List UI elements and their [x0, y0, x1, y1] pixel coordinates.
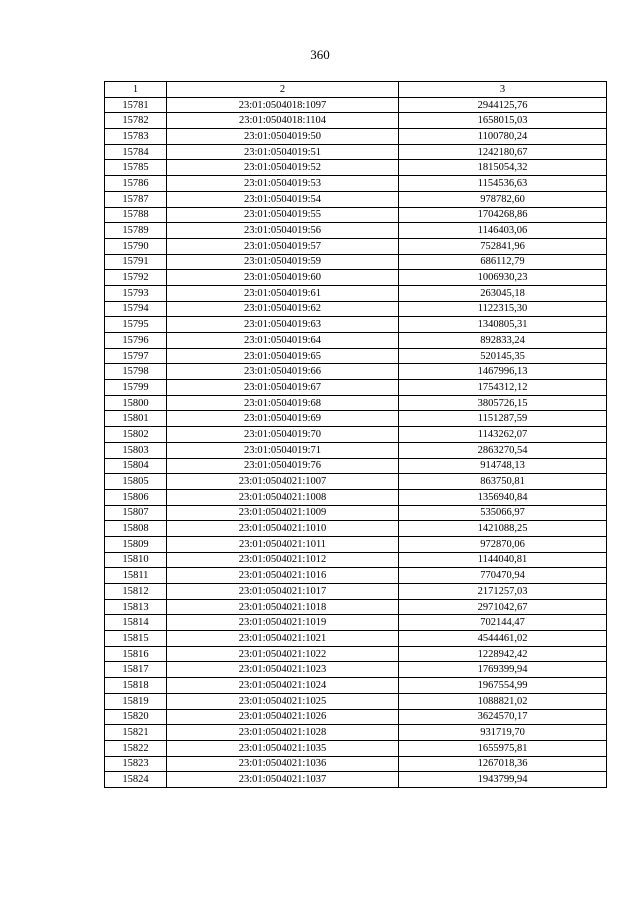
- page-number: 360: [310, 47, 330, 62]
- table-row: [105, 427, 607, 443]
- table-row: [105, 97, 607, 113]
- row-number-cell: 15818: [105, 678, 167, 694]
- row-number-cell: 15796: [105, 333, 167, 349]
- table-row: [105, 270, 607, 286]
- cadastral-number-cell: 23:01:0504019:63: [167, 317, 399, 333]
- row-number-cell: 15800: [105, 395, 167, 411]
- cadastral-number-cell: 23:01:0504019:65: [167, 348, 399, 364]
- table-row: [105, 333, 607, 349]
- cadastral-number-cell: 23:01:0504021:1009: [167, 505, 399, 521]
- value-cell: 770470,94: [399, 568, 607, 584]
- cadastral-number-cell: 23:01:0504019:66: [167, 364, 399, 380]
- row-number-cell: 15816: [105, 646, 167, 662]
- cadastral-number-cell: 23:01:0504021:1011: [167, 536, 399, 552]
- row-number-cell: 15799: [105, 380, 167, 396]
- row-number-cell: 15801: [105, 411, 167, 427]
- value-cell: 1267018,36: [399, 756, 607, 772]
- value-cell: 1943799,94: [399, 772, 607, 788]
- table-row: [105, 740, 607, 756]
- value-cell: 1340805,31: [399, 317, 607, 333]
- row-number-cell: 15784: [105, 144, 167, 160]
- value-cell: 1704268,86: [399, 207, 607, 223]
- row-number-cell: 15824: [105, 772, 167, 788]
- column-header-2: 2: [167, 82, 399, 98]
- row-number-cell: 15798: [105, 364, 167, 380]
- value-cell: 892833,24: [399, 333, 607, 349]
- table-row: [105, 521, 607, 537]
- row-number-cell: 15794: [105, 301, 167, 317]
- row-number-cell: 15781: [105, 97, 167, 113]
- cadastral-number-cell: 23:01:0504019:62: [167, 301, 399, 317]
- row-number-cell: 15821: [105, 725, 167, 741]
- table-row: [105, 364, 607, 380]
- cadastral-number-cell: 23:01:0504019:68: [167, 395, 399, 411]
- value-cell: 686112,79: [399, 254, 607, 270]
- row-number-cell: 15814: [105, 615, 167, 631]
- cadastral-number-cell: 23:01:0504021:1036: [167, 756, 399, 772]
- cadastral-number-cell: 23:01:0504019:70: [167, 427, 399, 443]
- table-row: [105, 223, 607, 239]
- row-number-cell: 15819: [105, 693, 167, 709]
- table-row: [105, 129, 607, 145]
- cadastral-number-cell: 23:01:0504021:1018: [167, 599, 399, 615]
- value-cell: 1151287,59: [399, 411, 607, 427]
- row-number-cell: 15806: [105, 489, 167, 505]
- cadastral-number-cell: 23:01:0504019:50: [167, 129, 399, 145]
- table-row: [105, 615, 607, 631]
- cadastral-number-cell: 23:01:0504019:64: [167, 333, 399, 349]
- table-row: [105, 458, 607, 474]
- row-number-cell: 15795: [105, 317, 167, 333]
- table-row: [105, 113, 607, 129]
- cadastral-number-cell: 23:01:0504021:1028: [167, 725, 399, 741]
- row-number-cell: 15822: [105, 740, 167, 756]
- value-cell: 535066,97: [399, 505, 607, 521]
- value-cell: 2863270,54: [399, 442, 607, 458]
- value-cell: 1228942,42: [399, 646, 607, 662]
- value-cell: 1467996,13: [399, 364, 607, 380]
- row-number-cell: 15792: [105, 270, 167, 286]
- cadastral-number-cell: 23:01:0504019:59: [167, 254, 399, 270]
- column-header-1: 1: [105, 82, 167, 98]
- table-body: [105, 97, 607, 787]
- row-number-cell: 15783: [105, 129, 167, 145]
- value-cell: 1242180,67: [399, 144, 607, 160]
- cadastral-number-cell: 23:01:0504019:53: [167, 176, 399, 192]
- cadastral-number-cell: 23:01:0504021:1010: [167, 521, 399, 537]
- cadastral-number-cell: 23:01:0504021:1025: [167, 693, 399, 709]
- cadastral-number-cell: 23:01:0504021:1021: [167, 631, 399, 647]
- table-row: [105, 285, 607, 301]
- table-row: [105, 160, 607, 176]
- value-cell: 1769399,94: [399, 662, 607, 678]
- table-row: [105, 678, 607, 694]
- value-cell: 1122315,30: [399, 301, 607, 317]
- value-cell: 1655975,81: [399, 740, 607, 756]
- cadastral-number-cell: 23:01:0504019:55: [167, 207, 399, 223]
- value-cell: 520145,35: [399, 348, 607, 364]
- value-cell: 702144,47: [399, 615, 607, 631]
- row-number-cell: 15810: [105, 552, 167, 568]
- table-row: [105, 693, 607, 709]
- value-cell: 914748,13: [399, 458, 607, 474]
- table-row: [105, 238, 607, 254]
- row-number-cell: 15782: [105, 113, 167, 129]
- table-row: [105, 317, 607, 333]
- value-cell: 1143262,07: [399, 427, 607, 443]
- cadastral-number-cell: 23:01:0504019:71: [167, 442, 399, 458]
- table-row: [105, 662, 607, 678]
- row-number-cell: 15817: [105, 662, 167, 678]
- value-cell: 1421088,25: [399, 521, 607, 537]
- value-cell: 4544461,02: [399, 631, 607, 647]
- table-row: [105, 348, 607, 364]
- value-cell: 1154536,63: [399, 176, 607, 192]
- value-cell: 1006930,23: [399, 270, 607, 286]
- value-cell: 1356940,84: [399, 489, 607, 505]
- row-number-cell: 15793: [105, 285, 167, 301]
- table-row: [105, 191, 607, 207]
- table-row: [105, 176, 607, 192]
- row-number-cell: 15790: [105, 238, 167, 254]
- row-number-cell: 15808: [105, 521, 167, 537]
- value-cell: 3805726,15: [399, 395, 607, 411]
- table-row: [105, 646, 607, 662]
- table-row: [105, 301, 607, 317]
- cadastral-number-cell: 23:01:0504021:1022: [167, 646, 399, 662]
- value-cell: 1088821,02: [399, 693, 607, 709]
- cadastral-number-cell: 23:01:0504021:1024: [167, 678, 399, 694]
- cadastral-number-cell: 23:01:0504021:1016: [167, 568, 399, 584]
- cadastral-number-cell: 23:01:0504019:51: [167, 144, 399, 160]
- row-number-cell: 15804: [105, 458, 167, 474]
- value-cell: 2971042,67: [399, 599, 607, 615]
- cadastral-number-cell: 23:01:0504019:69: [167, 411, 399, 427]
- row-number-cell: 15789: [105, 223, 167, 239]
- cadastral-number-cell: 23:01:0504019:54: [167, 191, 399, 207]
- table-row: [105, 756, 607, 772]
- row-number-cell: 15813: [105, 599, 167, 615]
- cadastral-number-cell: 23:01:0504021:1023: [167, 662, 399, 678]
- row-number-cell: 15788: [105, 207, 167, 223]
- value-cell: 1967554,99: [399, 678, 607, 694]
- cadastral-number-cell: 23:01:0504021:1007: [167, 474, 399, 490]
- cadastral-number-cell: 23:01:0504021:1037: [167, 772, 399, 788]
- cadastral-number-cell: 23:01:0504019:57: [167, 238, 399, 254]
- cadastral-number-cell: 23:01:0504021:1008: [167, 489, 399, 505]
- table-row: [105, 442, 607, 458]
- row-number-cell: 15802: [105, 427, 167, 443]
- value-cell: 1754312,12: [399, 380, 607, 396]
- cadastral-number-cell: 23:01:0504018:1097: [167, 97, 399, 113]
- cadastral-number-cell: 23:01:0504019:61: [167, 285, 399, 301]
- table-row: [105, 489, 607, 505]
- table-row: [105, 380, 607, 396]
- table-row: [105, 599, 607, 615]
- table-row: [105, 772, 607, 788]
- value-cell: 978782,60: [399, 191, 607, 207]
- row-number-cell: 15812: [105, 584, 167, 600]
- row-number-cell: 15815: [105, 631, 167, 647]
- table-row: [105, 584, 607, 600]
- table-row: [105, 254, 607, 270]
- value-cell: 1146403,06: [399, 223, 607, 239]
- value-cell: 1100780,24: [399, 129, 607, 145]
- table-row: [105, 207, 607, 223]
- table-row: [105, 709, 607, 725]
- cadastral-table: [104, 81, 607, 788]
- row-number-cell: 15823: [105, 756, 167, 772]
- value-cell: 1144040,81: [399, 552, 607, 568]
- value-cell: 2171257,03: [399, 584, 607, 600]
- table-row: [105, 474, 607, 490]
- row-number-cell: 15787: [105, 191, 167, 207]
- cadastral-number-cell: 23:01:0504021:1012: [167, 552, 399, 568]
- cadastral-number-cell: 23:01:0504019:52: [167, 160, 399, 176]
- table-row: [105, 552, 607, 568]
- column-header-3: 3: [399, 82, 607, 98]
- row-number-cell: 15820: [105, 709, 167, 725]
- table-header-row: [105, 82, 607, 98]
- value-cell: 1815054,32: [399, 160, 607, 176]
- cadastral-number-cell: 23:01:0504019:76: [167, 458, 399, 474]
- row-number-cell: 15791: [105, 254, 167, 270]
- table-row: [105, 568, 607, 584]
- row-number-cell: 15809: [105, 536, 167, 552]
- table-row: [105, 144, 607, 160]
- cadastral-number-cell: 23:01:0504021:1017: [167, 584, 399, 600]
- table-row: [105, 725, 607, 741]
- value-cell: 863750,81: [399, 474, 607, 490]
- table-row: [105, 536, 607, 552]
- cadastral-number-cell: 23:01:0504018:1104: [167, 113, 399, 129]
- cadastral-number-cell: 23:01:0504019:60: [167, 270, 399, 286]
- table-row: [105, 631, 607, 647]
- row-number-cell: 15785: [105, 160, 167, 176]
- row-number-cell: 15797: [105, 348, 167, 364]
- cadastral-number-cell: 23:01:0504019:56: [167, 223, 399, 239]
- table-row: [105, 505, 607, 521]
- value-cell: 972870,06: [399, 536, 607, 552]
- table-row: [105, 411, 607, 427]
- table-row: [105, 395, 607, 411]
- row-number-cell: 15805: [105, 474, 167, 490]
- row-number-cell: 15807: [105, 505, 167, 521]
- row-number-cell: 15811: [105, 568, 167, 584]
- value-cell: 2944125,76: [399, 97, 607, 113]
- row-number-cell: 15786: [105, 176, 167, 192]
- cadastral-number-cell: 23:01:0504021:1026: [167, 709, 399, 725]
- value-cell: 263045,18: [399, 285, 607, 301]
- cadastral-number-cell: 23:01:0504019:67: [167, 380, 399, 396]
- cadastral-number-cell: 23:01:0504021:1035: [167, 740, 399, 756]
- row-number-cell: 15803: [105, 442, 167, 458]
- cadastral-number-cell: 23:01:0504021:1019: [167, 615, 399, 631]
- value-cell: 3624570,17: [399, 709, 607, 725]
- value-cell: 1658015,03: [399, 113, 607, 129]
- value-cell: 752841,96: [399, 238, 607, 254]
- value-cell: 931719,70: [399, 725, 607, 741]
